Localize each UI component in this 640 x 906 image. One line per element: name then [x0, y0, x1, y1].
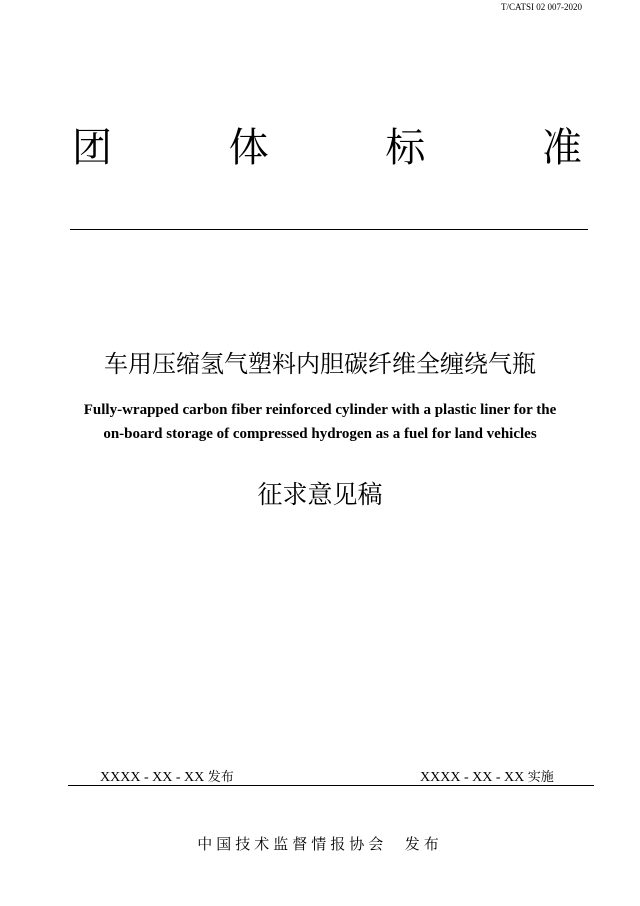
title-english-line-1: Fully-wrapped carbon fiber reinforced cylinder with a plastic liner for the	[83, 402, 557, 418]
document-type-heading	[72, 116, 582, 173]
title-english-line-2: on-board storage of compressed hydrogen as a fuel for land vehicles	[103, 426, 537, 442]
heading-char-1: 团	[72, 125, 112, 171]
standard-code: T/CATSI 02 007-2020	[501, 2, 582, 12]
implement-date-value: XXXX - XX - XX	[420, 770, 525, 785]
bottom-divider	[68, 785, 594, 786]
title-chinese: 车用压缩氢气塑料内胆碳纤维全缠绕气瓶	[104, 350, 536, 378]
publish-date-label: 发布	[207, 770, 234, 785]
publish-date-value: XXXX - XX - XX	[100, 770, 205, 785]
implement-date	[420, 766, 554, 786]
implement-date-label: 实施	[527, 770, 554, 785]
publisher: 中国技术监督情报协会 发布	[197, 835, 443, 853]
heading-char-3: 标	[385, 125, 426, 171]
title-english	[0, 398, 640, 446]
publish-date	[100, 766, 234, 786]
top-divider	[70, 229, 588, 230]
heading-char-4: 准	[541, 125, 582, 171]
draft-stage-label: 征求意见稿	[257, 480, 383, 509]
heading-char-2: 体	[228, 125, 269, 171]
